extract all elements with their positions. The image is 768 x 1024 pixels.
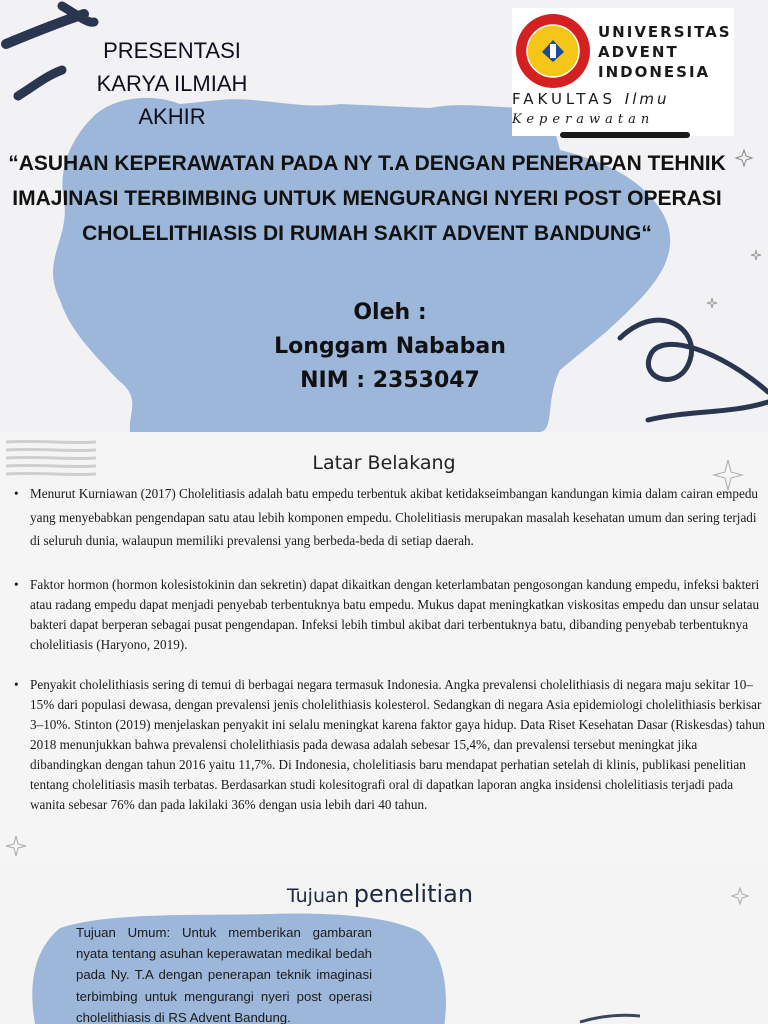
background-bullet-list [14, 482, 766, 815]
bullet-text: Menurut Kurniawan (2017) Cholelitiasis adalah batu empedu terbentuk akibat ketidakseimbangan kandungan kimia dalam cairan empedu yang menyebabkan pengendapan satu atau lebih komponen empedu. Cholelitiasis merupakan masalah kesehatan umum dan sering terjadi di seluruh dunia, walaupun memiliki prevalensi yang berbeda-beda di setiap daerah. [30, 486, 759, 548]
general-objective-text: Tujuan Umum: Untuk memberikan gambaran nyata tentang asuhan keperawatan medikal bedah pada Ny. T.A dengan penerapan teknik imaginasi terbimbing untuk mengurangi nyeri post operasi cholelithiasis di RS Advent Bandung. [76, 925, 372, 1024]
heading-word-large: penelitian [353, 880, 474, 908]
section-heading-background: Latar Belakang [312, 452, 456, 474]
author-block [200, 296, 580, 398]
list-item [14, 575, 766, 655]
objective-slide [0, 866, 768, 1024]
cover-slide [0, 0, 768, 432]
bullet-icon: • [14, 486, 19, 501]
heading-word-small: Tujuan [286, 885, 349, 907]
list-item [14, 675, 766, 815]
university-seal-icon [514, 12, 592, 90]
logo-underline [560, 132, 690, 138]
by-label: Oleh : [353, 300, 427, 325]
logo-faculty [512, 90, 734, 108]
presentation-label: PRESENTASI KARYA ILMIAH AKHIR [96, 38, 248, 129]
logo-faculty-sub: Keperawatan [512, 112, 655, 127]
university-logo [512, 8, 734, 136]
bullet-icon: • [14, 576, 19, 592]
logo-university-name: UNIVERSITAS ADVENT INDONESIA [598, 23, 732, 81]
bullet-icon: • [14, 676, 19, 692]
logo-faculty-word: FAKULTAS [512, 90, 616, 108]
background-slide [0, 432, 768, 866]
author-name: Longgam Nababan [274, 334, 506, 359]
thesis-title: “ASUHAN KEPERAWATAN PADA NY T.A DENGAN PENERAPAN TEHNIK IMAJINASI TERBIMBING UNTUK MENGURANGI NYERI POST OPERASI CHOLELITHIASIS DI RUMAH SAKIT ADVENT BANDUNG“ [8, 152, 726, 245]
student-id: NIM : 2353047 [300, 368, 480, 393]
list-spacer [14, 553, 766, 575]
list-spacer [14, 655, 766, 675]
list-item [14, 482, 766, 553]
bullet-text: Penyakit cholelithiasis sering di temui di berbagai negara termasuk Indonesia. Angka prevalensi cholelithiasis di negara maju sekitar 10– 15% dari populasi dewasa, dengan prevalensi jenis cholelithiasis kolesterol. Sedangkan di negara Asia epidemiologi cholelithiasis berkisar 3–10%. Stinton (2019) menjelaskan penyakit ini selalu meningkat karena faktor gaya hidup. Data Riset Kesehatan Dasar (Riskesdas) tahun 2018 menunjukkan bahwa prevalensi cholelithiasis pada dewasa adalah sebesar 15,4%, dan prevalensi tersebut meningkat jika dibandingkan dengan tahun 2016 yaitu 11,7%. Di Indonesia, cholelitiasis baru mendapat perhatian setelah di klinis, publikasi penelitian tentang cholelitiasis masih terbatas. Berdasarkan studi kolesitografi oral di dapatkan laporan angka insidensi cholelitiasis terjadi pada wanita sebesar 76% dan pada lakilaki 36% dengan usia lebih dari 40 tahun. [30, 676, 766, 812]
logo-faculty-script: Ilmu [624, 90, 670, 108]
section-heading-objective [0, 880, 760, 908]
bullet-text: Faktor hormon (hormon kolesistokinin dan sekretin) dapat dikaitkan dengan keterlambatan pengosongan kandung empedu, infeksi bakteri atau radang empedu dapat menjadi penyebab terbentuknya batu empedu. Mukus dapat meningkatkan viskositas empedu dan unsur selatau bakteri dapat berperan sebagai pusat pengendapan. Infeksi lebih timbul akibat dari terbentuknya batu, dibanding penyebab terbentuknya cholelitiasis (Haryono, 2019). [30, 576, 760, 652]
